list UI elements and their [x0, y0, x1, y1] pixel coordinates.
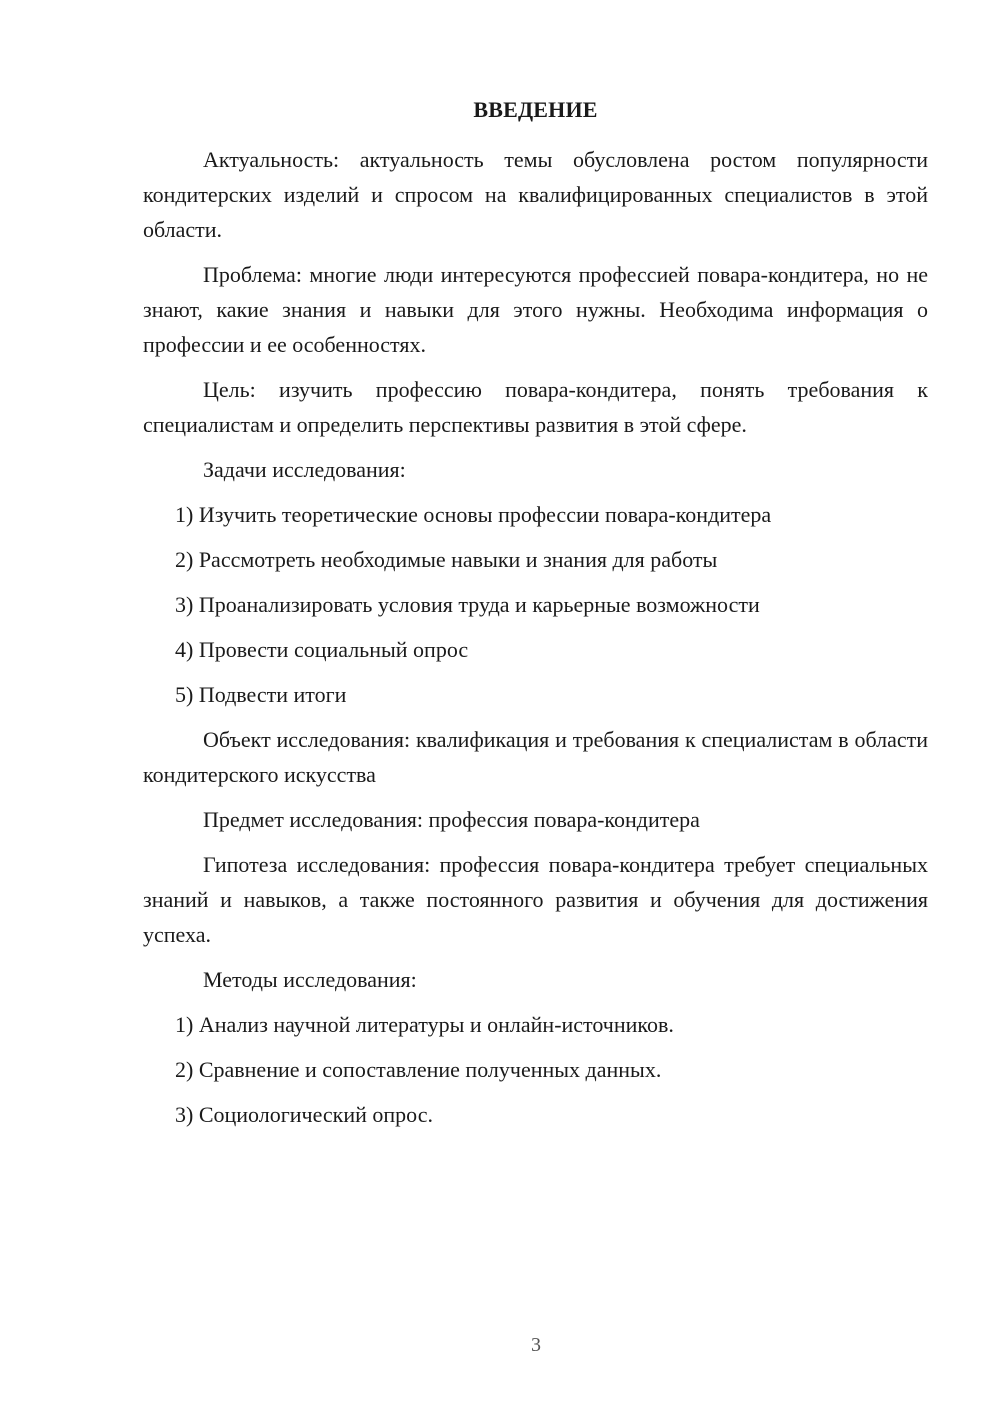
method-item: 3) Социологический опрос. [175, 1102, 433, 1127]
object-paragraph: Объект исследования: квалификация и требования к специалистам в области кондитерского искусства [143, 727, 928, 787]
section-title: ВВЕДЕНИЕ [473, 97, 598, 122]
method-item: 2) Сравнение и сопоставление полученных данных. [175, 1057, 662, 1082]
tasks-heading: Задачи исследования: [203, 457, 406, 482]
task-item: 5) Подвести итоги [175, 682, 347, 707]
task-item: 1) Изучить теоретические основы профессии повара-кондитера [175, 502, 772, 527]
methods-heading: Методы исследования: [203, 967, 417, 992]
problem-paragraph: Проблема: многие люди интересуются профессией повара-кондитера, но не знают, какие знания и навыки для этого нужны. Необходима информация о профессии и ее особенностях. [143, 262, 928, 357]
subject-paragraph: Предмет исследования: профессия повара-кондитера [203, 807, 700, 832]
page-number: 3 [531, 1334, 541, 1356]
document-body [143, 96, 928, 1142]
task-item: 3) Проанализировать условия труда и карьерные возможности [175, 592, 760, 617]
method-item: 1) Анализ научной литературы и онлайн-источников. [175, 1012, 674, 1037]
relevance-paragraph: Актуальность: актуальность темы обусловлена ростом популярности кондитерских изделий и спросом на квалифицированных специалистов в этой области. [143, 147, 928, 242]
task-item: 4) Провести социальный опрос [175, 637, 469, 662]
task-item: 2) Рассмотреть необходимые навыки и знания для работы [175, 547, 718, 572]
goal-paragraph: Цель: изучить профессию повара-кондитера, понять требования к специалистам и определить перспективы развития в этой сфере. [143, 377, 928, 437]
hypothesis-paragraph: Гипотеза исследования: профессия повара-кондитера требует специальных знаний и навыков, а также постоянного развития и обучения для достижения успеха. [143, 852, 928, 947]
